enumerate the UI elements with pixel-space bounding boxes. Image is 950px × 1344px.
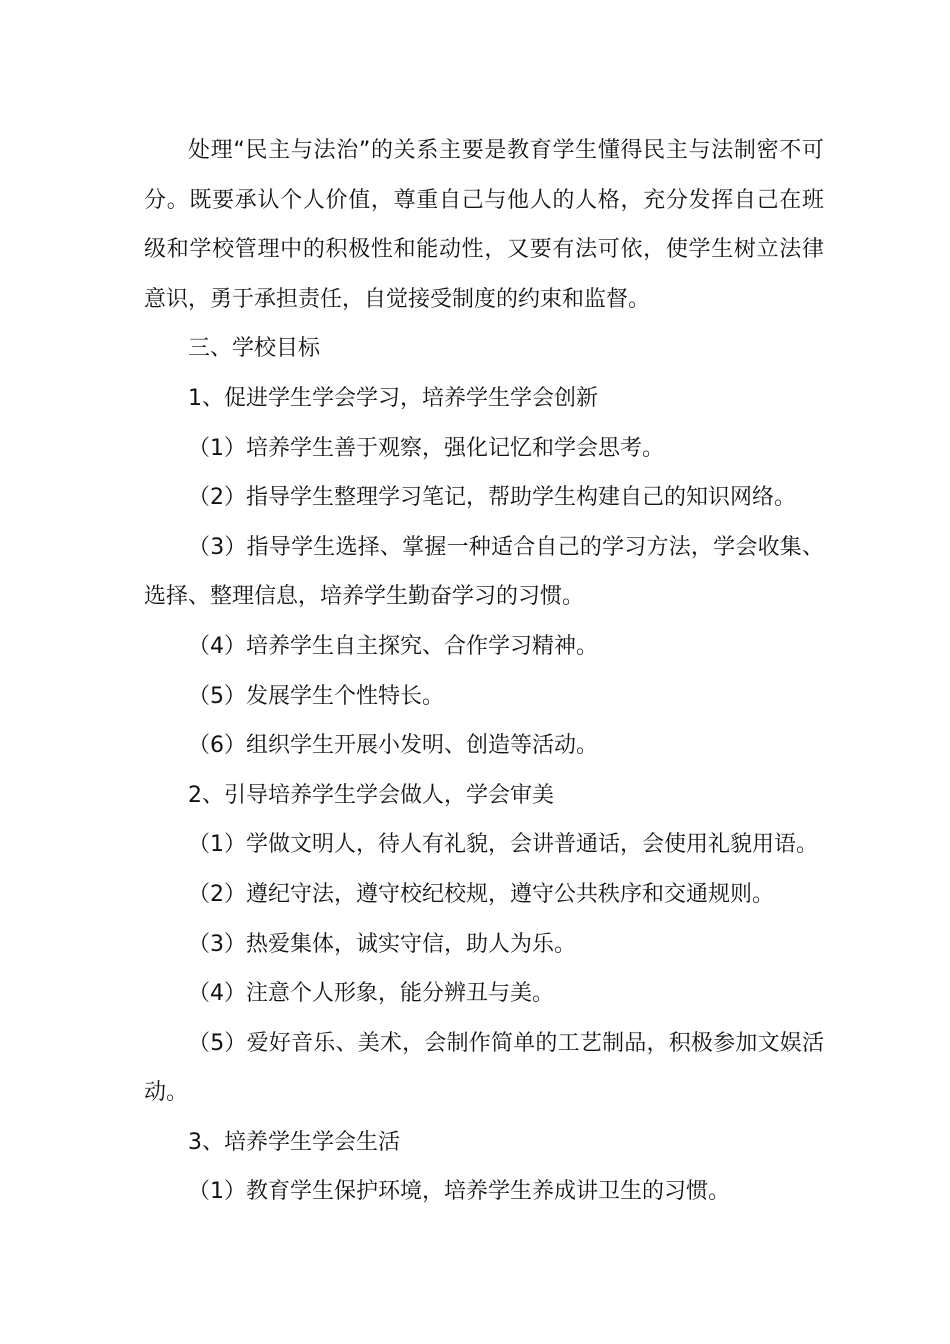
list-item: （5）爱好音乐、美术，会制作简单的工艺制品，积极参加文娱活动。 xyxy=(144,1030,824,1106)
list-item: （5）发展学生个性特长。 xyxy=(188,683,444,709)
document-body xyxy=(144,126,824,1217)
subsection-heading-conduct: 2、引导培养学生学会做人，学会审美 xyxy=(188,782,554,808)
list-item: （1）教育学生保护环境，培养学生养成讲卫生的习惯。 xyxy=(188,1179,730,1205)
list-item: （3）指导学生选择、掌握一种适合自己的学习方法，学会收集、选择、整理信息，培养学生勤奋学习的习惯。 xyxy=(144,534,824,610)
list-item: （6）组织学生开展小发明、创造等活动。 xyxy=(188,733,598,759)
list-item: （3）热爱集体，诚实守信，助人为乐。 xyxy=(188,931,576,957)
list-item: （1）培养学生善于观察，强化记忆和学会思考。 xyxy=(188,435,664,461)
list-item: （4）注意个人形象，能分辨丑与美。 xyxy=(188,981,554,1007)
section-heading-school-goals: 三、学校目标 xyxy=(188,336,321,362)
subsection-heading-life: 3、培养学生学会生活 xyxy=(188,1129,400,1155)
list-item: （2）指导学生整理学习笔记，帮助学生构建自己的知识网络。 xyxy=(188,485,796,511)
paragraph-intro: 处理“民主与法治”的关系主要是教育学生懂得民主与法制密不可分。既要承认个人价值，尊重自己与他人的人格，充分发挥自己在班级和学校管理中的积极性和能动性，又要有法可依，使学生树立法律意识，勇于承担责任，自觉接受制度的约束和监督。 xyxy=(144,138,824,312)
list-item: （1）学做文明人，待人有礼貌，会讲普通话，会使用礼貌用语。 xyxy=(188,832,818,858)
list-item: （2）遵纪守法，遵守校纪校规，遵守公共秩序和交通规则。 xyxy=(188,881,774,907)
list-item: （4）培养学生自主探究、合作学习精神。 xyxy=(188,633,598,659)
subsection-heading-learning: 1、促进学生学会学习，培养学生学会创新 xyxy=(188,385,598,411)
